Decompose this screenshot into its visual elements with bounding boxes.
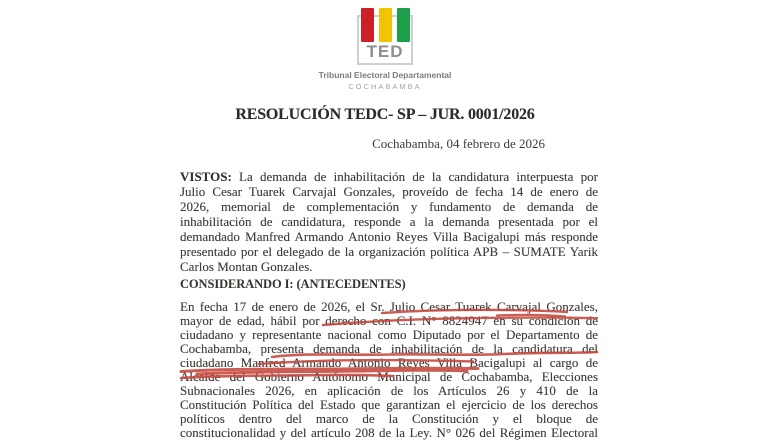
ted-city-label: COCHABAMBA (348, 82, 422, 91)
text-line: Cochabamba, presenta demanda de inhabilitación de la candidatura del (180, 341, 598, 356)
text-line: presentado por el delegado de la organización política APB – SUMATE Yarik (180, 244, 598, 259)
flag-bar-yellow-icon (379, 8, 392, 42)
text-line: En fecha 17 de enero de 2026, el Sr. Julio Cesar Tuarek Carvajal Gonzales, (180, 299, 598, 314)
text-line: Constitución Política del Estado que garantizan el ejercicio de los derechos (180, 397, 598, 412)
text-line: ciudadano Manfred Armando Antonio Reyes Villa Bacigalupi al cargo de (180, 355, 598, 370)
text-line: Carlos Montan Gonzales. (180, 259, 313, 274)
text-line: Subnacionales 2026, en aplicación de los Artículos 26 y 410 de la (180, 383, 598, 398)
flag-bar-green-icon (397, 8, 410, 42)
ted-acronym: TED (366, 42, 404, 61)
text-line: Alcalde del Gobierno Autónomo Municipal de Cochabamba, Elecciones (180, 369, 598, 384)
text-line: VISTOS: La demanda de inhabilitación de la candidatura interpuesta por (180, 169, 598, 184)
text-line: políticos dentro del marco de la Constitución y el bloque de (180, 411, 598, 426)
ted-institution-name: Tribunal Electoral Departamental (318, 70, 452, 80)
text-line: 2026, memorial de complementación y fundamento de demanda de (180, 199, 598, 214)
vistos-paragraph (180, 169, 598, 274)
text-line: mayor de edad, hábil por derecho con C.I. N° 8824947 en su condición de (180, 313, 598, 328)
ted-logo (0, 8, 770, 91)
bolivia-flag-icon (361, 8, 410, 42)
dateline: Cochabamba, 04 febrero de 2026 (372, 136, 545, 151)
text-line: constitucionalidad y del artículo 208 de la Ley. N° 026 del Régimen Electoral (180, 425, 598, 440)
antecedentes-paragraph (180, 300, 598, 440)
text-line: inhabilitación de candidatura, responde a la demanda presentada por el (180, 214, 598, 229)
considerando-heading: CONSIDERANDO I: (ANTECEDENTES) (180, 277, 406, 291)
text-line: demandado Manfred Armando Antonio Reyes Villa Bacigalupi más responde (180, 229, 598, 244)
text-line: ciudadano y representante nacional como Diputado por el Departamento de (180, 327, 598, 342)
text-line: Julio Cesar Tuarek Carvajal Gonzales, proveído de fecha 14 de enero de (180, 184, 598, 199)
resolution-title: RESOLUCIÓN TEDC- SP – JUR. 0001/2026 (235, 106, 535, 123)
flag-bar-red-icon (361, 8, 374, 42)
